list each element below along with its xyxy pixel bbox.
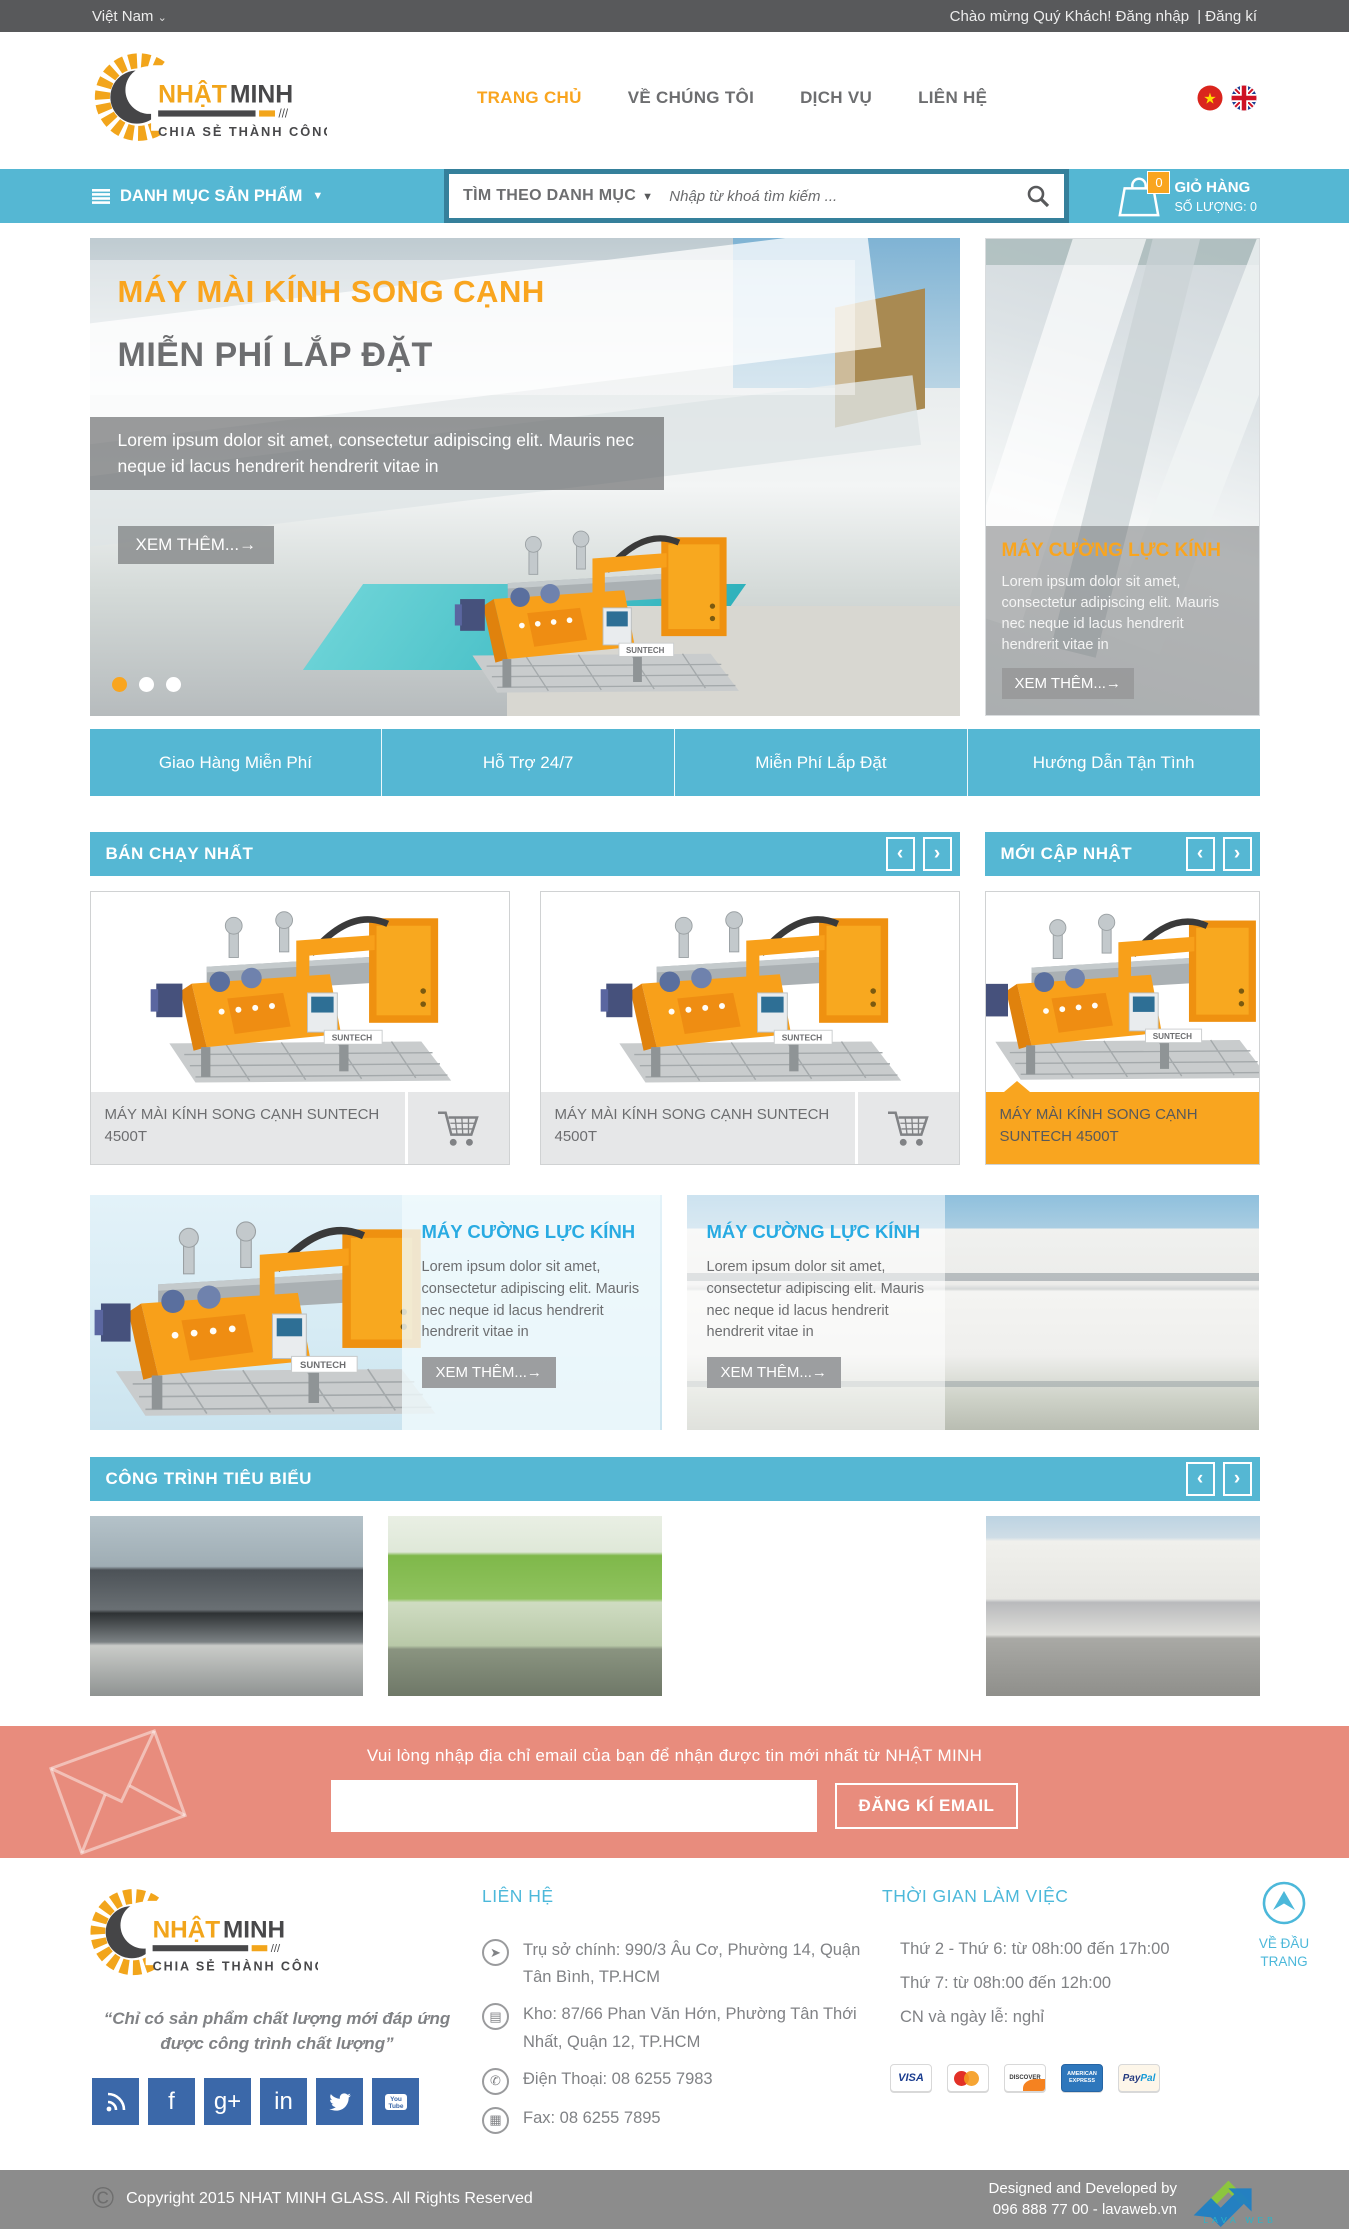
facebook-icon[interactable]: f (148, 2078, 195, 2125)
contact-address-hq: ➤ Trụ sở chính: 990/3 Âu Cơ, Phường 14, Quận Tân Bình, TP.HCM (482, 1937, 882, 1991)
warehouse-icon: ▤ (482, 2003, 509, 2030)
search-icon[interactable] (1026, 184, 1050, 208)
youtube-icon[interactable] (372, 2078, 419, 2125)
newsletter-subscribe-button[interactable]: ĐĂNG KÍ EMAIL (835, 1783, 1019, 1829)
product-card[interactable] (90, 891, 510, 1165)
account-links (946, 8, 1257, 25)
contact-warehouse: ▤ Kho: 87/66 Phan Văn Hớn, Phường Tân Thới Nhất, Quận 12, TP.HCM (482, 2001, 882, 2055)
nav-item-home[interactable]: TRANG CHỦ (477, 87, 582, 107)
phone-icon: ✆ (482, 2068, 509, 2095)
hours-weekdays: Thứ 2 - Thứ 6: từ 08h:00 đến 17h:00 (900, 1940, 1170, 1958)
hero-slider (90, 238, 1260, 716)
svg-text:You: You (389, 2095, 402, 2103)
project-photo-1[interactable] (90, 1516, 364, 1696)
side-read-more-button[interactable]: XEM THÊM...→ (1002, 668, 1134, 699)
payment-methods (882, 2064, 1182, 2092)
product-name: MÁY MÀI KÍNH SONG CẠNH SUNTECH 4500T (104, 1106, 380, 1145)
best-sellers-section (90, 832, 960, 1165)
svg-text:LAVA WEB: LAVA WEB (1203, 2215, 1277, 2226)
projects-gallery (90, 1516, 1260, 1696)
location-icon: ➤ (482, 1939, 509, 1966)
project-photo-4[interactable] (986, 1516, 1260, 1696)
categories-label: DANH MỤC SẢN PHẨM (120, 186, 303, 205)
machine-illustration (130, 894, 470, 1090)
linkedin-icon[interactable]: in (260, 2078, 307, 2125)
prev-arrow-button[interactable]: ‹ (1186, 837, 1215, 871)
envelope-icon (38, 1726, 198, 1858)
nav-item-services[interactable]: DỊCH VỤ (800, 87, 873, 107)
twitter-icon[interactable] (316, 2078, 363, 2125)
machine-illustration (90, 1200, 444, 1426)
copyright-icon: © (92, 2182, 115, 2216)
next-arrow-button[interactable]: › (1223, 1462, 1252, 1496)
hours-saturday: Thứ 7: từ 08h:00 đến 12h:00 (900, 1973, 1112, 1992)
chevron-down-icon: ▼ (642, 191, 654, 203)
newsletter-prompt: Vui lòng nhập địa chỉ email của bạn để nhận được tin mới nhất từ NHẬT MINH (366, 1746, 983, 1765)
product-name-highlighted[interactable]: MÁY MÀI KÍNH SONG CẠNH SUNTECH 4500T (986, 1092, 1259, 1164)
feature-guidance[interactable]: Hướng Dẫn Tận Tình (967, 729, 1260, 796)
section-title: BÁN CHẠY NHẤT (105, 844, 254, 863)
slider-dots (112, 677, 181, 692)
main-navigation (477, 88, 987, 108)
add-to-cart-button[interactable] (855, 1092, 959, 1164)
contact-phone: ✆ Điện Thoại: 08 6255 7983 (482, 2066, 882, 2095)
side-promo-title: MÁY CƯỜNG LỰC KÍNH (1001, 539, 1221, 561)
cart-label: GIỎ HÀNG (1174, 178, 1251, 196)
banner-title: MÁY CƯỜNG LỰC KÍNH (421, 1221, 636, 1242)
search-box (444, 169, 1069, 223)
language-selector[interactable] (92, 8, 167, 25)
fax-icon: ▦ (482, 2107, 509, 2134)
register-link[interactable]: Đăng kí (1205, 7, 1257, 25)
footer-logo[interactable] (88, 1880, 318, 1986)
separator: | (1197, 7, 1202, 25)
slide-read-more-button[interactable]: XEM THÊM...→ (118, 526, 275, 564)
product-categories-menu[interactable] (92, 169, 444, 223)
feature-strip (90, 729, 1260, 796)
newsletter-section (0, 1726, 1349, 1858)
amex-icon: AMERICAN EXPRESS (1061, 2064, 1103, 2092)
next-arrow-button[interactable]: › (1223, 837, 1252, 871)
product-card[interactable] (540, 891, 960, 1165)
social-links (92, 2078, 482, 2125)
chevron-down-icon: ⌄ (157, 11, 167, 24)
site-header (0, 32, 1349, 163)
new-updates-header (985, 832, 1260, 876)
language-flags (1197, 85, 1257, 111)
promo-banner-house (687, 1195, 1259, 1430)
top-utility-bar (0, 0, 1349, 32)
uk-flag-icon[interactable] (1231, 85, 1257, 111)
discover-icon: DISCOVER (1004, 2064, 1046, 2092)
hamburger-icon (92, 189, 110, 204)
paypal-icon: Pay Pal (1118, 2064, 1160, 2092)
bottom-bar (0, 2170, 1349, 2229)
arrow-up-icon (1261, 1880, 1307, 1926)
prev-arrow-button[interactable]: ‹ (1186, 1462, 1215, 1496)
back-to-top-button[interactable]: VỀ ĐẦU TRANG (1245, 1880, 1323, 1970)
company-logo[interactable] (92, 44, 327, 152)
product-image (541, 892, 959, 1092)
new-updates-section (985, 832, 1260, 1165)
cart-widget[interactable] (1069, 169, 1257, 223)
contact-fax: ▦ Fax: 08 6255 7895 (482, 2105, 882, 2134)
projects-header (90, 1457, 1260, 1501)
search-input[interactable] (669, 188, 1026, 205)
project-photo-2[interactable] (388, 1516, 662, 1696)
project-photo-3[interactable] (687, 1516, 961, 1696)
promo-banners (90, 1195, 1260, 1430)
visa-icon: VISA (890, 2064, 932, 2092)
search-category-dropdown[interactable]: TÌM THEO DANH MỤC ▼ (463, 187, 654, 204)
machine-illustration (580, 894, 920, 1090)
banner-read-more-button[interactable]: XEM THÊM...→ (422, 1357, 556, 1388)
section-title: MỚI CẬP NHẬT (1000, 844, 1133, 863)
designed-by[interactable]: Designed and Developed by 096 888 77 00 - lavaweb.vn (988, 2179, 1177, 2219)
working-hours-column (882, 1880, 1182, 2144)
svg-text:★: ★ (1203, 90, 1217, 107)
slide-description: Lorem ipsum dolor sit amet, consectetur adipiscing elit. Mauris nec neque id lacus hendrerit hendrerit vitae in (90, 417, 664, 490)
copyright: © Copyright 2015 NHAT MINH GLASS. All Rights Reserved (92, 2182, 533, 2216)
feature-support[interactable]: Hỗ Trợ 24/7 (381, 729, 674, 796)
site-footer (0, 1858, 1349, 2170)
language-label: Việt Nam (92, 7, 154, 25)
company-quote: “Chỉ có sản phẩm chất lượng mới đáp ứng được công trình chất lượng” (103, 2009, 451, 2053)
cart-icon (436, 1108, 480, 1148)
hero-slide (90, 238, 960, 716)
product-name: MÁY MÀI KÍNH SONG CẠNH SUNTECH 4500T (554, 1106, 830, 1145)
chevron-down-icon: ▼ (312, 190, 324, 202)
banner-text: Lorem ipsum dolor sit amet, consectetur adipiscing elit. Mauris nec neque id lacus hendrerit hendrerit vitae in (706, 1259, 925, 1341)
next-arrow-button[interactable]: › (923, 837, 952, 871)
contact-column (482, 1880, 882, 2144)
product-image (986, 892, 1259, 1092)
promo-banner-machine (90, 1195, 662, 1430)
side-promo-panel (985, 238, 1260, 716)
banner-read-more-button[interactable]: XEM THÊM...→ (707, 1357, 841, 1388)
slider-dot-2[interactable] (139, 677, 154, 692)
banner-text: Lorem ipsum dolor sit amet, consectetur adipiscing elit. Mauris nec neque id lacus hendrerit hendrerit vitae in (421, 1259, 640, 1341)
feature-free-shipping[interactable]: Giao Hàng Miễn Phí (158, 752, 312, 772)
shop-toolbar (0, 169, 1349, 223)
feature-free-install[interactable]: Miễn Phí Lắp Đặt (674, 729, 967, 796)
hours-sunday: CN và ngày lễ: nghỉ (900, 2007, 1044, 2026)
hours-heading: THỜI GIAN LÀM VIỆC (882, 1886, 1069, 1906)
best-sellers-header (90, 832, 960, 876)
contact-heading: LIÊN HỆ (482, 1886, 554, 1906)
google-plus-icon[interactable]: g+ (204, 2078, 251, 2125)
slide-title: MÁY MÀI KÍNH SONG CẠNH (117, 274, 545, 309)
slider-dot-3[interactable] (166, 677, 181, 692)
product-card-highlighted[interactable] (985, 891, 1260, 1165)
cart-icon (886, 1108, 930, 1148)
banner-title: MÁY CƯỜNG LỰC KÍNH (706, 1221, 921, 1242)
section-title: CÔNG TRÌNH TIÊU BIỂU (105, 1469, 312, 1488)
cart-quantity: SỐ LƯỢNG: 0 (1174, 199, 1257, 214)
login-link[interactable]: Đăng nhập (1115, 7, 1190, 25)
nav-item-about[interactable]: VỀ CHÚNG TÔI (627, 87, 755, 107)
mastercard-icon (947, 2064, 989, 2092)
welcome-text: Chào mừng Quý Khách! (949, 7, 1112, 25)
lavaweb-logo[interactable] (1191, 2171, 1289, 2227)
machine-illustration (986, 897, 1259, 1087)
prev-arrow-button[interactable]: ‹ (886, 837, 915, 871)
vietnam-flag-icon[interactable] (1197, 85, 1223, 111)
cart-count-badge: 0 (1147, 171, 1170, 194)
slider-dot-1[interactable] (112, 677, 127, 692)
add-to-cart-button[interactable] (405, 1092, 509, 1164)
svg-text:Tube: Tube (387, 2102, 404, 2110)
nav-item-contact[interactable]: LIÊN HỆ (918, 87, 988, 107)
slide-subtitle: MIỄN PHÍ LẮP ĐẶT (117, 336, 433, 374)
side-promo-text: Lorem ipsum dolor sit amet, consectetur adipiscing elit. Mauris nec neque id lacus hendrerit hendrerit vitae in (1001, 573, 1220, 653)
product-image (91, 892, 509, 1092)
newsletter-email-input[interactable] (331, 1780, 817, 1832)
rss-icon[interactable] (92, 2078, 139, 2125)
